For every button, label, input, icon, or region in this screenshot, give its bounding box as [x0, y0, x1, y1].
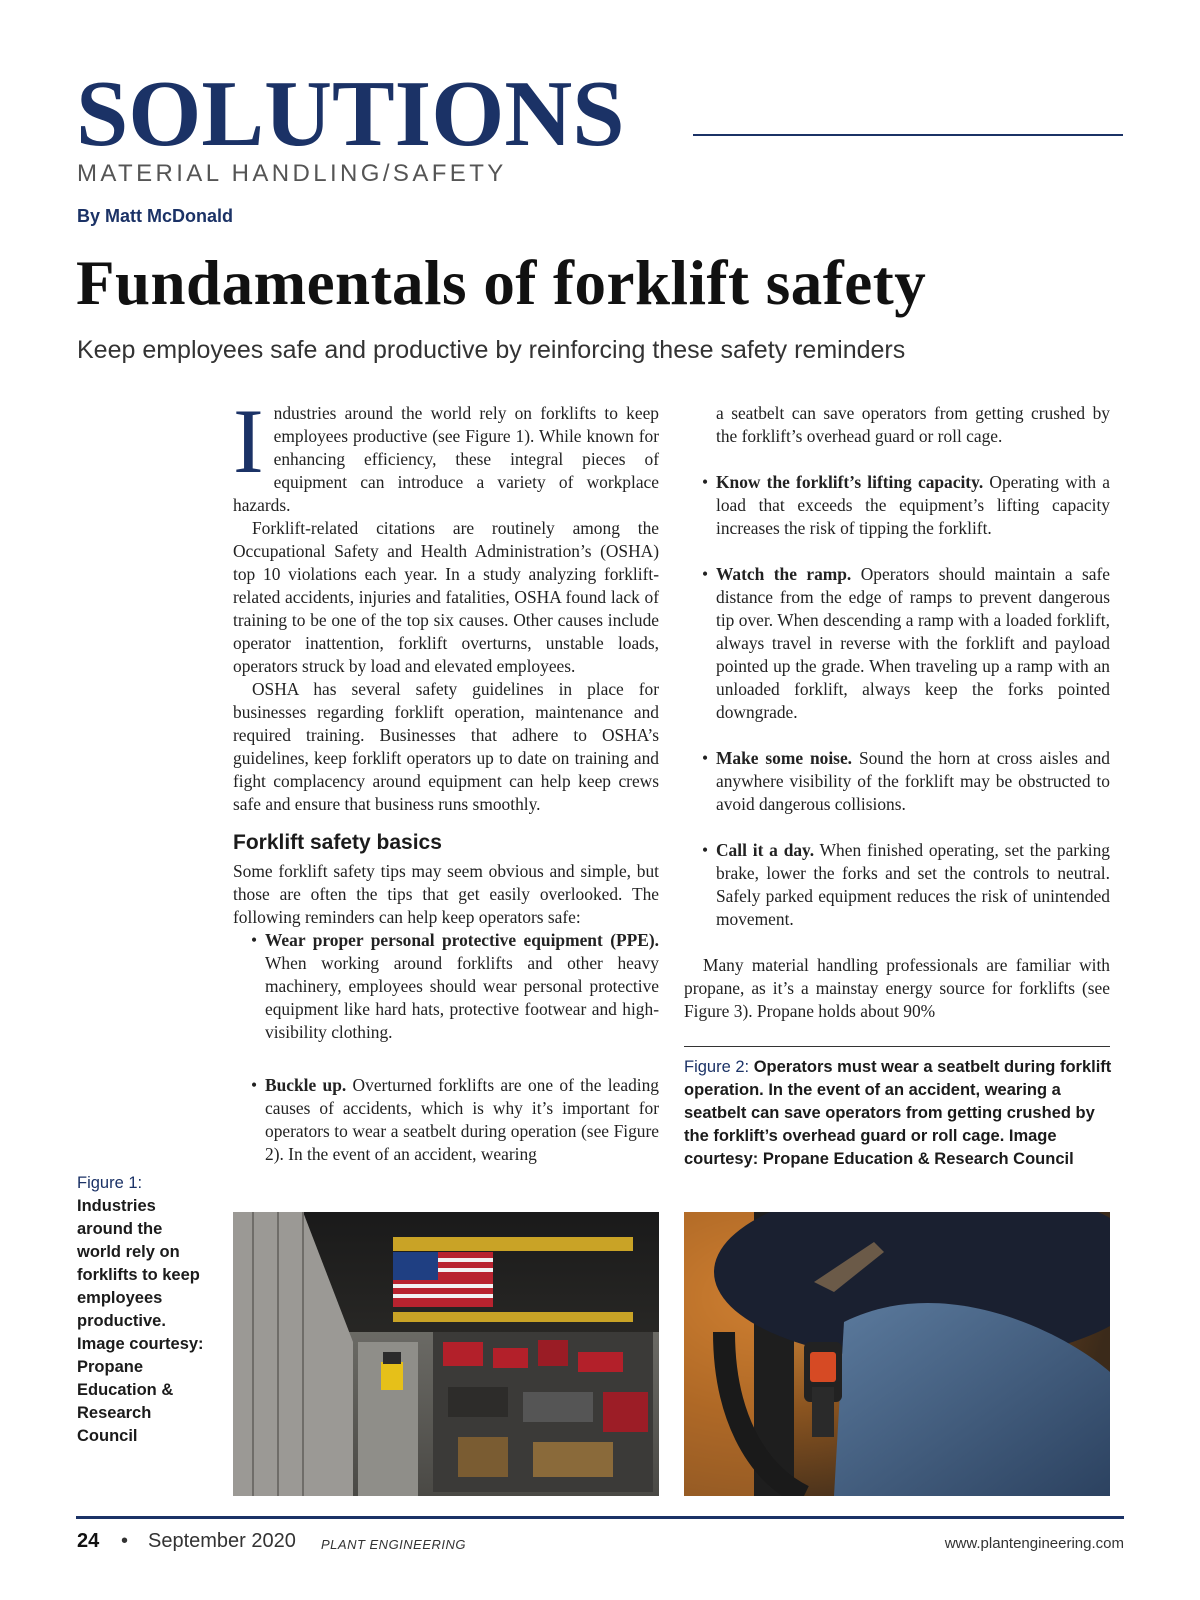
bullet-lead: Call it a day.: [716, 840, 815, 860]
bullet-lead: Buckle up.: [265, 1075, 347, 1095]
bullet-item: [702, 839, 1110, 931]
bullet-continuation: a seatbelt can save operators from getting crushed by the forklift’s overhead guard or roll cage.: [716, 403, 1110, 446]
figure-2-caption: [684, 1056, 1114, 1171]
figure-2-caption-text: Operators must wear a seatbelt during forklift operation. In the event of an accident, wearing a seatbelt can save operators from getting crushed by the forklift’s overhead guard or roll cage. Image courtesy: Propane Education & Research Council: [684, 1058, 1112, 1168]
page-number: 24: [77, 1530, 100, 1552]
bullet-text: Operating with a load that exceeds the equipment’s lifting capacity increases the risk of tipping the forklift.: [716, 472, 1111, 538]
paragraph-1-text: ndustries around the world rely on forklifts to keep employees productive (see Figure 1). While known for enhancing efficiency, these integral pieces of equipment can introduce a variety of workplace hazards.: [233, 403, 659, 515]
bullet-lead: Make some noise.: [716, 748, 853, 768]
bullet-item: [702, 563, 1110, 724]
figure-1-label: Figure 1:: [77, 1174, 143, 1192]
seatbelt-image: [684, 1212, 1110, 1496]
subhead: Forklift safety basics: [233, 831, 442, 854]
bullet-list-1: [233, 929, 659, 1166]
section-subtitle: MATERIAL HANDLING/SAFETY: [77, 160, 507, 187]
bullet-item: [251, 929, 659, 1044]
article-column-2: [684, 402, 1110, 1023]
article-column-1: [233, 390, 659, 1189]
section-title: SOLUTIONS: [76, 62, 625, 166]
bullet-text: Overturned forklifts are one of the leading causes of accidents, which is why it’s important for operators to wear a seatbelt during operation (see Figure 2). In the event of an accident, wearing: [265, 1075, 659, 1164]
paragraph-3: OSHA has several safety guidelines in place for businesses regarding forklift operation, maintenance and required training. Businesses that adhere to OSHA’s guidelines, keep forklift operators up to date on training and fight complacency around equipment can help keep crews safe and ensure that business runs smoothly.: [233, 679, 659, 814]
paragraph-1: [233, 390, 659, 517]
bullet-item: [702, 747, 1110, 816]
footer-bullet: •: [121, 1530, 129, 1552]
figure-2-rule: [684, 1046, 1110, 1047]
bullet-list-2: [684, 471, 1110, 931]
paragraph-2: Forklift-related citations are routinely among the Occupational Safety and Health Administration’s (OSHA) top 10 violations each year. In a study analyzing forklift-related accidents, injuries and fatalities, OSHA found lack of training to be one of the top six causes. Other causes include operator inattention, forklift overturns, unstable loads, operators struck by load and elevated employees.: [233, 518, 659, 676]
footer-rule: [76, 1516, 1124, 1519]
bullet-lead: Know the forklift’s lifting capacity.: [716, 472, 984, 492]
bullet-item: [251, 1074, 659, 1166]
bullet-text: When finished operating, set the parking brake, lower the forks and set the controls to neutral. Safely parked equipment reduces the risk of unintended movement.: [716, 840, 1110, 929]
headline: Fundamentals of forklift safety: [76, 248, 927, 318]
drop-cap: I: [233, 390, 264, 492]
figure-1-photo: [233, 1212, 659, 1496]
issue-date: September 2020: [148, 1530, 296, 1552]
byline: By Matt McDonald: [77, 206, 234, 226]
figure-2-photo: [684, 1212, 1110, 1496]
warehouse-image: [233, 1212, 659, 1496]
website-url[interactable]: www.plantengineering.com: [944, 1535, 1124, 1552]
figure-1-caption-text: Industries around the world rely on forklifts to keep employees productive. Image courtesy: Propane Education & Research Council: [77, 1197, 204, 1445]
figure-2-label: Figure 2:: [684, 1058, 750, 1076]
bullet-text: Sound the horn at cross aisles and anywhere visibility of the forklift may be obstructed to avoid dangerous collisions.: [716, 748, 1111, 814]
bullet-text: Operators should maintain a safe distance from the edge of ramps to prevent dangerous tip over. When descending a ramp with a loaded forklift, always travel in reverse with the forklift and payload pointed up the grade. When traveling up a ramp with an unloaded forklift, always keep the forks pointed downgrade.: [716, 564, 1110, 722]
paragraph-5: Many material handling professionals are familiar with propane, as it’s a mainstay energy source for forklifts (see Figure 3). Propane holds about 90%: [684, 955, 1110, 1021]
bullet-lead: Watch the ramp.: [716, 564, 852, 584]
magazine-name: PLANT ENGINEERING: [321, 1537, 467, 1552]
paragraph-4: Some forklift safety tips may seem obvious and simple, but those are often the tips that get easily overlooked. The following reminders can help keep operators safe:: [233, 861, 659, 927]
figure-1-caption: [77, 1172, 207, 1448]
bullet-item: [702, 471, 1110, 540]
bullet-text: When working around forklifts and other heavy machinery, employees should wear personal protective equipment like hard hats, protective footwear and high-visibility clothing.: [265, 953, 659, 1042]
deck: Keep employees safe and productive by reinforcing these safety reminders: [77, 336, 906, 364]
section-rule: [693, 134, 1123, 136]
bullet-lead: Wear proper personal protective equipment (PPE).: [265, 930, 659, 950]
